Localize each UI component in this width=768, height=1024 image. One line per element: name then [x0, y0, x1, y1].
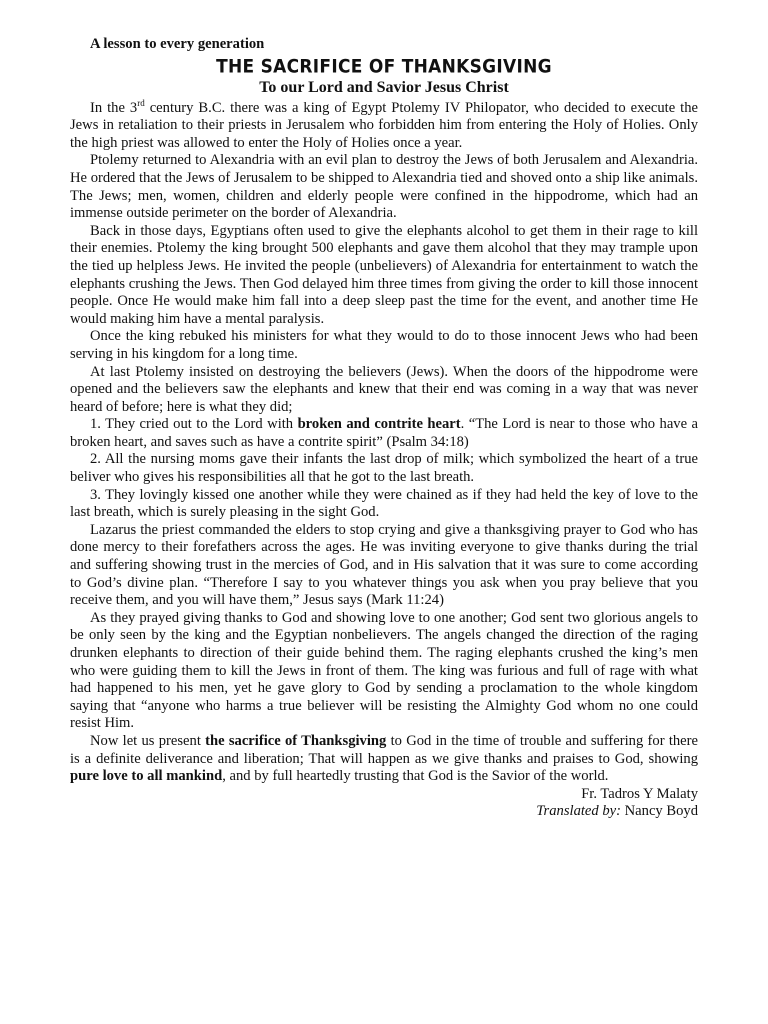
- paragraph-10: As they prayed giving thanks to God and showing love to one another; God sent two glorious angels to be only seen by the king and the Egyptian nonbelievers. The angels changed the direction of the raging drunken elephants to direction of their guide behind them. The raging elephants crushed the king’s men who were guiding them to kill the Jews in front of them. The king was furious and full of rage with what had happened to his men, yet he gave glory to God by sending a proclamation to the whole kingdom saying that “anyone who harms a true believer will be resisting the Almighty God whom no one could resist Him.: [70, 609, 698, 732]
- paragraph-11: Now let us present the sacrifice of Thanksgiving to God in the time of trouble and suffering for there is a definite deliverance and liberation; That will happen as we give thanks and praises to God, showing pure love to all mankind, and by full heartedly trusting that God is the Savior of the world.: [70, 732, 698, 785]
- paragraph-1: In the 3rd century B.C. there was a king of Egypt Ptolemy IV Philopator, who decided to execute the Jews in retaliation to their priests in Jerusalem who forbidden him from entering the Holy of Holies. Only the high priest was allowed to enter the Holy of Holies once a year.: [70, 97, 698, 151]
- paragraph-2: Ptolemy returned to Alexandria with an evil plan to destroy the Jews of both Jerusalem and Alexandria. He ordered that the Jews of Jerusalem to be shipped to Alexandria tied and shoved onto a ship like animals. The Jews; men, women, children and elderly people were confined in the hippodrome, which had an immense outside perimeter on the border of Alexandria.: [70, 152, 698, 222]
- translator-line: Translated by: Nancy Boyd: [536, 803, 698, 820]
- paragraph-6: 1. They cried out to the Lord with broken and contrite heart. “The Lord is near to those who have a broken heart, and saves such as have a contrite spirit” (Psalm 34:18): [70, 416, 698, 450]
- document-subtitle: To our Lord and Savior Jesus Christ: [259, 78, 509, 96]
- author-line: Fr. Tadros Y Malaty: [581, 785, 698, 802]
- paragraph-7: 2. All the nursing moms gave their infants the last drop of milk; which symbolized the heart of a true beliver who gives his responsibilities all that he got to the last breath.: [70, 451, 698, 486]
- document-page: [70, 36, 698, 821]
- paragraph-5: At last Ptolemy insisted on destroying the believers (Jews). When the doors of the hippodrome were opened and the believers saw the elephants and knew that their end was coming in a way that was never heard of before; here is what they did;: [70, 363, 698, 415]
- paragraph-3: Back in those days, Egyptians often used to give the elephants alcohol to get them in their rage to kill their enemies. Ptolemy the king brought 500 elephants and gave them alcohol that they may trample upon the tied up helpless Jews. He invited the people (unbelievers) of Alexandria for entertainment to watch the elephants crushing the Jews. Then God delayed him three times from giving the order to kill those innocent people. Once He would make him fall into a deep sleep past the time for the event, and another time He would making him have a mental paralysis.: [70, 222, 698, 327]
- document-title: THE SACRIFICE OF THANKSGIVING: [216, 55, 552, 78]
- kicker-line: A lesson to every generation: [90, 36, 265, 52]
- paragraph-9: Lazarus the priest commanded the elders to stop crying and give a thanksgiving prayer to God who has done mercy to their forefathers across the ages. He was inviting everyone to give thanks during the trial and suffering showing trust in the mercies of God, and in His salvation that it was sure to come according to God’s divine plan. “Therefore I say to you whatever things you ask when you pray believe that you receive them, and you will have them,” Jesus says (Mark 11:24): [70, 521, 698, 609]
- paragraph-8: 3. They lovingly kissed one another while they were chained as if they had held the key of love to the last breath, which is surely pleasing in the sight God.: [70, 486, 698, 521]
- paragraph-4: Once the king rebuked his ministers for what they would to do to those innocent Jews who had been serving in his kingdom for a long time.: [70, 328, 698, 362]
